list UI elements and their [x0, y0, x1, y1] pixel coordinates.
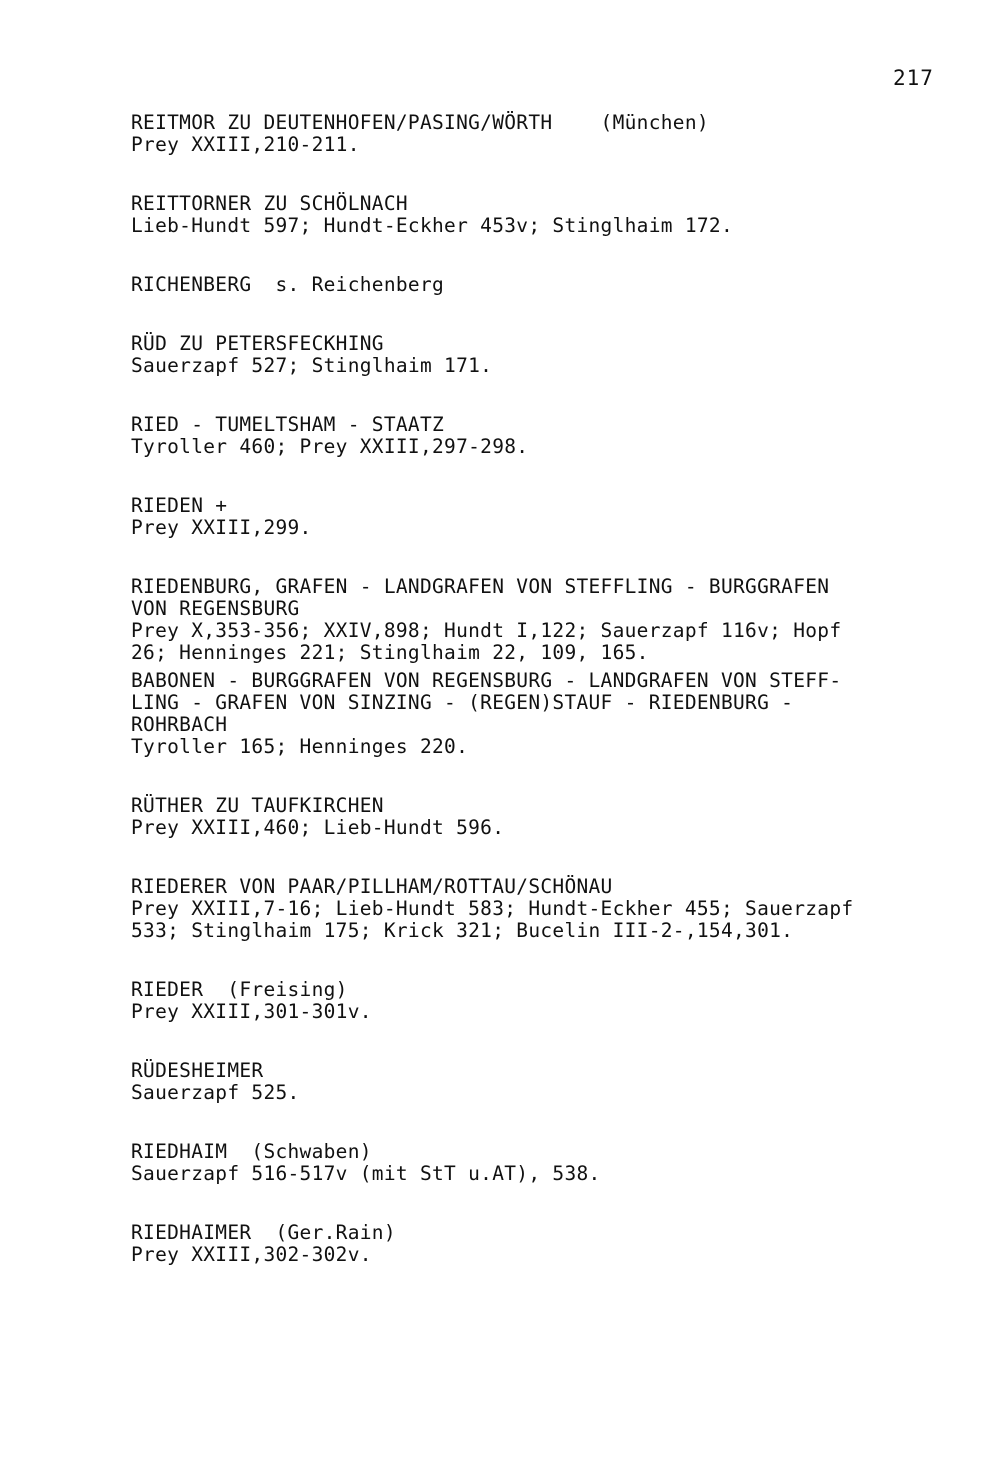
- page-number: 217: [893, 66, 934, 90]
- entry-reference: Sauerzapf 527; Stinglhaim 171.: [131, 354, 493, 377]
- entry-reference: Tyroller 165; Henninges 220.: [131, 735, 469, 758]
- entry-heading: RÜD ZU PETERSFECKHING: [131, 332, 384, 355]
- entry-rieden: [131, 495, 971, 539]
- entry-rued: [131, 333, 971, 377]
- entry-richenberg: [131, 274, 971, 296]
- entry-heading: RIED - TUMELTSHAM - STAATZ: [131, 413, 445, 436]
- entry-heading: RIEDENBURG, GRAFEN - LANDGRAFEN VON STEFFLING - BURGGRAFEN: [131, 575, 830, 598]
- entry-heading: ROHRBACH: [131, 713, 228, 736]
- entry-reference: Sauerzapf 525.: [131, 1081, 300, 1104]
- entry-heading: VON REGENSBURG: [131, 597, 300, 620]
- entry-riedhaimer: [131, 1222, 971, 1266]
- entry-reference: 533; Stinglhaim 175; Krick 321; Bucelin III-2-,154,301.: [131, 919, 794, 942]
- entry-heading: RÜDESHEIMER: [131, 1059, 264, 1082]
- entry-heading: RIEDER (Freising): [131, 978, 348, 1001]
- entry-reference: Sauerzapf 516-517v (mit StT u.AT), 538.: [131, 1162, 601, 1185]
- entry-reference: Lieb-Hundt 597; Hundt-Eckher 453v; Stinglhaim 172.: [131, 214, 733, 237]
- entry-heading: REITMOR ZU DEUTENHOFEN/PASING/WÖRTH (München): [131, 111, 709, 134]
- entry-heading: RIEDERER VON PAAR/PILLHAM/ROTTAU/SCHÖNAU: [131, 875, 613, 898]
- entry-babonen: [131, 670, 971, 758]
- entry-reference: Prey XXIII,301-301v.: [131, 1000, 372, 1023]
- entry-reference: Prey XXIII,460; Lieb-Hundt 596.: [131, 816, 505, 839]
- entry-reference: 26; Henninges 221; Stinglhaim 22, 109, 165.: [131, 641, 649, 664]
- entry-heading: RIEDEN +: [131, 494, 228, 517]
- entry-heading: LING - GRAFEN VON SINZING - (REGEN)STAUF - RIEDENBURG -: [131, 691, 794, 714]
- entry-reference: Prey X,353-356; XXIV,898; Hundt I,122; Sauerzapf 116v; Hopf: [131, 619, 842, 642]
- entry-ried: [131, 414, 971, 458]
- entry-ruedesheimer: [131, 1060, 971, 1104]
- entry-reference: Prey XXIII,210-211.: [131, 133, 360, 156]
- entry-reittorner: [131, 193, 971, 237]
- entry-riederer: [131, 876, 971, 942]
- entry-riedhaim: [131, 1141, 971, 1185]
- entry-heading: RICHENBERG s. Reichenberg: [131, 273, 445, 296]
- entry-reference: Prey XXIII,302-302v.: [131, 1243, 372, 1266]
- entry-heading: RÜTHER ZU TAUFKIRCHEN: [131, 794, 384, 817]
- entry-list: [131, 112, 971, 1266]
- entry-riedenburg: [131, 576, 971, 664]
- entry-reitmor: [131, 112, 971, 156]
- entry-rieder: [131, 979, 971, 1023]
- entry-heading: REITTORNER ZU SCHÖLNACH: [131, 192, 408, 215]
- entry-reference: Tyroller 460; Prey XXIII,297-298.: [131, 435, 529, 458]
- entry-ruether: [131, 795, 971, 839]
- entry-reference: Prey XXIII,7-16; Lieb-Hundt 583; Hundt-Eckher 455; Sauerzapf: [131, 897, 854, 920]
- entry-reference: Prey XXIII,299.: [131, 516, 312, 539]
- entry-heading: BABONEN - BURGGRAFEN VON REGENSBURG - LANDGRAFEN VON STEFF-: [131, 669, 842, 692]
- entry-heading: RIEDHAIM (Schwaben): [131, 1140, 372, 1163]
- entry-heading: RIEDHAIMER (Ger.Rain): [131, 1221, 396, 1244]
